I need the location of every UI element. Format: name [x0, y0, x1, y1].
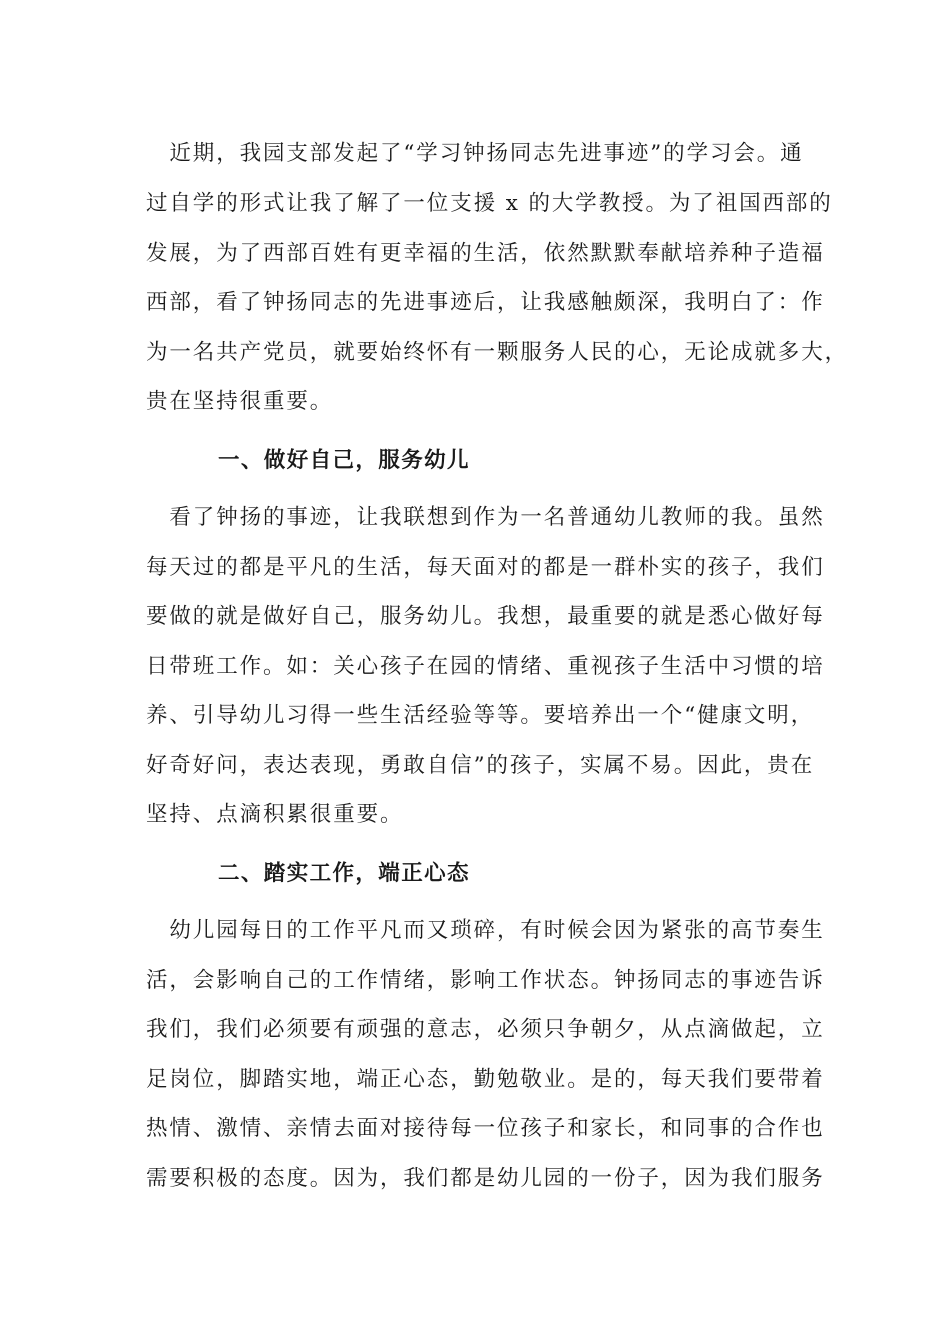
section-heading-2: 二、踏实工作，端正心态 — [218, 861, 470, 886]
paragraph-line: 看了钟扬的事迹，让我联想到作为一名普通幼儿教师的我。虽然 — [146, 505, 825, 530]
paragraph-line: 为一名共产党员，就要始终怀有一颗服务人民的心，无论成就多大， — [146, 340, 849, 365]
paragraph-line: 好奇好问，表达表现，勇敢自信”的孩子，实属不易。因此，贵在 — [146, 753, 815, 778]
paragraph-line: 活，会影响自己的工作情绪，影响工作状态。钟扬同志的事迹告诉 — [146, 968, 825, 993]
paragraph-line: 足岗位，脚踏实地，端正心态，勤勉敬业。是的，每天我们要带着 — [146, 1067, 825, 1092]
paragraph-line: 坚持、点滴积累很重要。 — [146, 802, 404, 827]
paragraph-line: 养、引导幼儿习得一些生活经验等等。要培养出一个“健康文明， — [146, 703, 815, 728]
paragraph-line: 近期，我园支部发起了“学习钟扬同志先进事迹”的学习会。通 — [146, 141, 804, 166]
paragraph-line: 西部，看了钟扬同志的先进事迹后，让我感触颇深，我明白了：作 — [146, 290, 825, 315]
section-heading-1: 一、做好自己，服务幼儿 — [218, 448, 470, 473]
paragraph-line: 我们，我们必须要有顽强的意志，必须只争朝夕，从点滴做起，立 — [146, 1017, 825, 1042]
paragraph-line: 幼儿园每日的工作平凡而又琐碎，有时候会因为紧张的高节奏生 — [146, 918, 825, 943]
paragraph-line: 贵在坚持很重要。 — [146, 389, 334, 414]
paragraph-line: 热情、激情、亲情去面对接待每一位孩子和家长，和同事的合作也 — [146, 1116, 825, 1141]
paragraph-line: 要做的就是做好自己，服务幼儿。我想，最重要的就是悉心做好每 — [146, 604, 825, 629]
paragraph-line: 需要积极的态度。因为，我们都是幼儿园的一份子，因为我们服务 — [146, 1166, 825, 1191]
paragraph-line: 日带班工作。如：关心孩子在园的情绪、重视孩子生活中习惯的培 — [146, 654, 825, 679]
paragraph-line: 过自学的形式让我了解了一位支援 x 的大学教授。为了祖国西部的 — [146, 191, 833, 216]
paragraph-line: 每天过的都是平凡的生活，每天面对的都是一群朴实的孩子，我们 — [146, 555, 825, 580]
paragraph-line: 发展，为了西部百姓有更幸福的生活，依然默默奉献培养种子造福 — [146, 241, 825, 266]
